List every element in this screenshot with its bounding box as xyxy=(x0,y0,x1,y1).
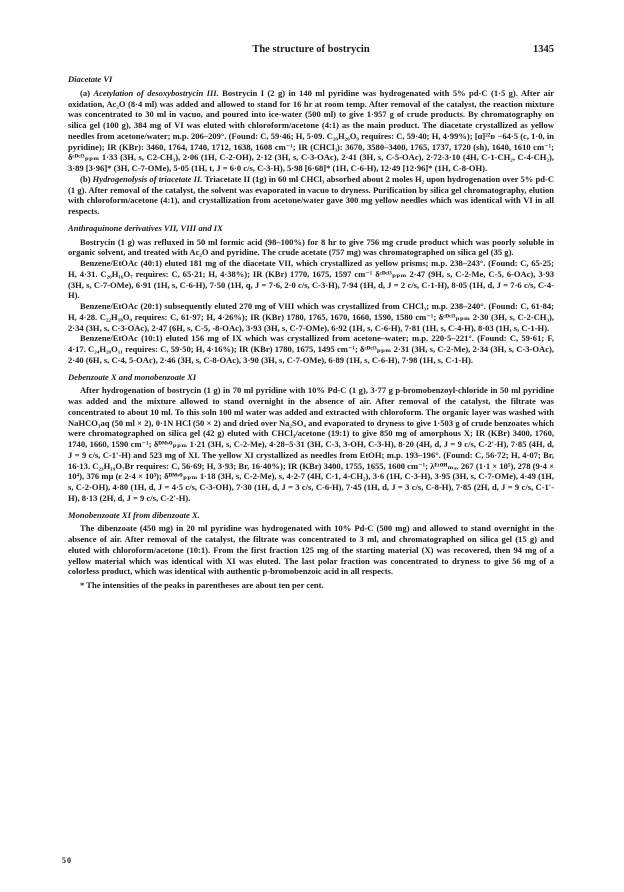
running-title: The structure of bostrycin xyxy=(252,44,370,55)
running-header xyxy=(68,44,554,58)
para-text-a: Bostrycin I (2 g) in 140 ml pyridine was hydrogenated with 5% pd-C (1·5 g). After air oxidation, Ac₂O (8·4 ml) was added and allowed to stand for 16 hr at room temp. After removal of the catalyst, the reaction mixture was concentrated to 30 ml in vacuo, and poured into ice-water (500 ml) to give 1·957 g of crude products. By chromatography on silica gel (100 g), 384 mg of VI was eluted with chloroform/acetone (4:1) as the main product. The diacetate crystallized as yellow needles from acetone/water; m.p. 206–209°. (Found: C, 59·46; H, 5·09. C₂₀H₂₀O₉ requires: C, 59·40; H, 4·99%); [α]²²ᴅ −64·5 (c, 1·0, in pyridine); IR (KBr): 3460, 1764, 1740, 1712, 1638, 1608 cm⁻¹; IR (CHCl₃): 3670, 3580–3400, 1765, 1737, 1720 (sh), 1640, 1610 cm⁻¹; δᶜᴰᶜˡ³ₚₚₘ 1·33 (3H, s, C2-CH₃), 2·06 (1H, C-2-OH), 2·12 (3H, s, C-3-OAc), 2·41 (3H, s, C-5-OAc), 2·72-3·10 (4H, C-1-CH₂, C-4-CH₂), 3·89 [3·96]* (3H, C-7-OMe), 5·05 (1H, t, J = 6·0 c/s, C-3-H), 5·98 [6·68]* (1H, C-6-H), 12·49 [12·96]* (1H, C-8-OH). xyxy=(68,87,554,173)
section-heading-diacetate: Diacetate VI xyxy=(68,74,113,84)
para-label-a: (a) xyxy=(80,87,90,98)
para-title-a: Acetylation of desoxybostrycin III. xyxy=(93,87,219,98)
page-folio: 50 xyxy=(62,856,72,865)
footnote: * The intensities of the peaks in parentheses are about ten per cent. xyxy=(80,580,324,590)
para-text-b: Triacetate II (1g) in 60 ml CHCl₃ absorbed about 2 moles H₂ upon hydrogenation over 5% pd-C (1 g). After removal of the catalyst, the solvent was evaporated in vacuo to dryness. Purification by silica gel chromatography, elution with chloroform/acetone (4:1), and crystallization from acetone/water gave 300 mg yellow needles which was identical with VI in all respects. xyxy=(68,173,554,216)
para-label-b: (b) xyxy=(80,173,91,184)
paragraph-anthraquinone-2: Benzene/EtOAc (40:1) eluted 181 mg of the diacetate VII, which crystallized as yellow prisms; m.p. 238–243°. (Found: C, 65·25; H, 4·31. C₂₀H₁₆O₇ requires: C, 65·21; H, 4·38%); IR (KBr) 1770, 1675, 1597 cm⁻¹ δᶜᴰᶜˡ³ₚₚₘ 2·47 (9H, s, C-2-Me, C-5, 6-OAc), 3·93 (3H, s, C-7-OMe), 6·91 (1H, s, C-6-H), 7·50 (1H, q, J = 7·6, 2·0 c/s, C-3-H), 7·94 (1H, d, J = 2 c/s, C-1-H), 8·05 (1H, d, J = 7·6 c/s, C-4-H). xyxy=(68,258,554,301)
paragraph-acetylation xyxy=(68,88,554,174)
para-title-b: Hydrogenolysis of triacetate II. xyxy=(92,173,203,184)
paragraph-anthraquinone-3: Benzene/EtOAc (20:1) subsequently eluted 270 mg of VIII which was crystallized from CHCl₃; m.p. 238–240°. (Found: C, 61·84; H, 4·28. C₂₂H₁₈O₉ requires: C, 61·97; H, 4·26%); IR (KBr) 1780, 1765, 1670, 1660, 1590, 1580 cm⁻¹; δᶜᴰᶜˡ³ₚₚₘ 2·30 (3H, s, C-2-CH₃), 2·34 (3H, s, C-3-OAc), 2·47 (6H, s, C-5, -8-OAc), 3·93 (3H, s, C-7-OMe), 6·92 (1H, s, C-6-H), 7·81 (1H, s, C-4-H), 8·03 (1H, s, C-1-H). xyxy=(68,301,554,333)
paragraph-hydrogenolysis xyxy=(68,174,554,217)
paragraph-debenzoate: After hydrogenation of bostrycin (1 g) in 70 ml pyridine with 10% Pd-C (1 g), 3·77 g p-bromobenzoyl-chloride in 50 ml pyridine was added and the mixture allowed to stand overnight in the absence of air. After removal of the catalyst, the filtrate was concentrated to about 10 ml. To this soln 100 ml water was added and extracted with chloroform. The organic layer was washed with NaHCO₃aq (50 ml × 2), 0·1N HCl (50 × 2) and dried over Na₂SO₄ and evaporated to dryness to give 1·503 g of crude benzoates which were chromatographed on silica gel (42 g) eluted with CHCl₃/acetone (19:1) to give 850 mg of amorphous X; IR (KBr) 3400, 1760, 1740, 1660, 1590 cm⁻¹; δᴰᴹˢᴼₚₚₘ 1·21 (3H, s, C-2-Me), 4·28–5·31 (3H, C-3, 3-OH, C-3-H), 8·20 (4H, d, J = 9 c/s, C-2'-H), 7·85 (4H, d, J = 9 c/s, C-1'-H) and 523 mg of XI. The yellow XI crystallized as needles from EtOH; m.p. 193–196°. (Found: C, 56·72; H, 4·07; Br, 16·13. C₂₃H₁₉O₇Br requires: C, 56·69; H, 3·93; Br, 16·40%); IR (KBr) 3400, 1755, 1655, 1600 cm⁻¹; λᴱᵗᴼᴴₘₐₓ 267 (1·1 × 10⁵), 278 (9·4 × 10⁴), 376 mμ (ε 2·4 × 10³); δᴰᴹˢᴼₚₚₘ 1·18 (3H, s, C-2-Me), s, 4·2-7 (4H, C-1, 4-CH₂), 3·6 (1H, C-3-H), 3·95 (3H, s, C-7-OMe), 4·49 (1H, s, C-2-OH), 4·80 (1H, d, J = 4·5 c/s, C-3-OH), 7·30 (1H, d, J = 3 c/s, C-6-H), 7·45 (1H, d, J = 3 c/s, C-8-H), 7·85 (2H, d, J = 9 c/s, C-1'-H), 8·13 (2H, d, J = 9 c/s, C-2'-H). xyxy=(68,385,554,503)
paragraph-anthraquinone-1: Bostrycin (1 g) was refluxed in 50 ml formic acid (98–100%) for 8 hr to give 756 mg crude product which was poorly soluble in organic solvent, and treated with Ac₂O and pyridine. The crude acetate (757 mg) was chromatographed on silica gel (35 g). xyxy=(68,236,554,258)
paragraph-monobenzoate: The dibenzoate (450 mg) in 20 ml pyridine was hydrogenated with 10% Pd-C (500 mg) and allowed to stand overnight in the absence of air. After removal of the catalyst, the filtrate was concentrated to 3 ml, and chromatographed on silica gel (15 g) and eluted with chloroform/acetone (10:1). From the first fraction 125 mg of the starting material (X) was recovered, then 94 mg of a yellow material which was identical with XI was eluted. The last polar fraction was concentrated to dryness to give 56 mg of a colorless product, which was identical with authentic p-bromobenzoic acid in all respects. xyxy=(68,523,554,577)
section-heading-anthraquinone: Anthraquinone derivatives VII, VIII and IX xyxy=(68,222,223,233)
section-heading-monobenzoate: Monobenzoate XI from dibenzoate X. xyxy=(68,509,200,520)
page-number: 1345 xyxy=(533,44,554,55)
article-body xyxy=(68,74,554,591)
section-heading-debenzoate: Debenzoate X and monobenzoate XI xyxy=(68,371,197,382)
paragraph-anthraquinone-4: Benzene/EtOAc (10:1) eluted 156 mg of IX which was crystallized from acetone–water; m.p. 220·5–221°. (Found: C, 59·61; F, 4·17. C₂₄H₂₀O₁₁ requires: C, 59·50; H, 4·16%); IR (KBr) 1780, 1675, 1495 cm⁻¹; δᶜᴰᶜˡ³ₚₚₘ 2·31 (3H, s, C-2-Me), 2·34 (3H, s, C-3-OAc), 2·40 (6H, s, C-4, 5-OAc), 2·46 (3H, s, C-8-OAc), 3·90 (3H, s, C-7-OMe), 6·89 (1H, s, C-6-H), 7·98 (1H, s, C-1-H). xyxy=(68,333,554,365)
